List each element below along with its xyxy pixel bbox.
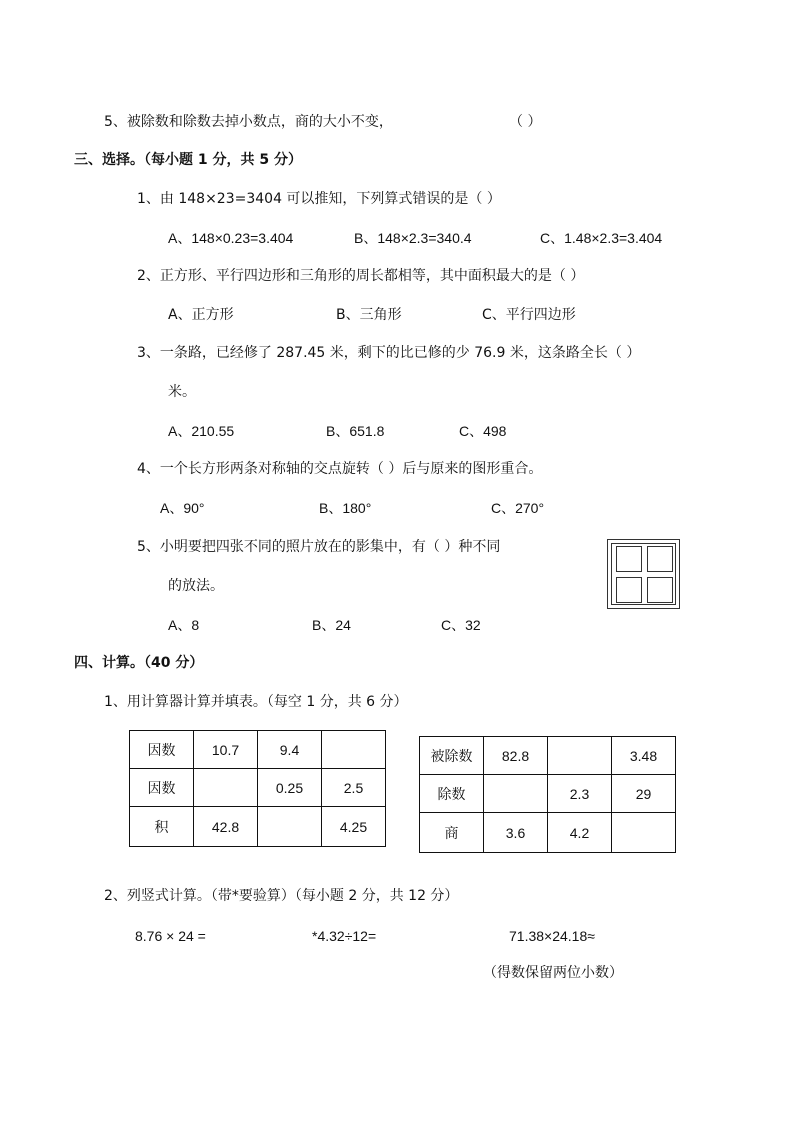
q5-option-c: C、32	[441, 617, 481, 633]
q1-text: 1、由 148×23=3404 可以推知，下列算式错误的是（ ）	[137, 191, 501, 207]
q3-option-b: B、651.8	[326, 423, 385, 439]
q5-option-b: B、24	[312, 617, 351, 633]
q1-option-c: C、1.48×2.3=3.404	[540, 230, 663, 246]
rounding-note: （得数保留两位小数）	[483, 965, 623, 981]
table-cell: 4.2	[548, 813, 612, 853]
section2-item5-bracket: （ ）	[509, 114, 542, 130]
photo-album-figure	[607, 539, 680, 609]
multiplication-table	[129, 730, 386, 847]
q3-option-a: A、210.55	[168, 423, 235, 439]
table-cell: 2.3	[548, 775, 612, 813]
photo-slot	[616, 546, 642, 572]
photo-slot	[647, 546, 673, 572]
table-cell: 0.25	[258, 769, 322, 807]
calc-q2-title: 2、列竖式计算。（带*要验算）（每小题 2 分，共 12 分）	[104, 888, 459, 904]
photo-slot	[647, 577, 673, 603]
table-cell: 3.6	[484, 813, 548, 853]
q3-text-cont: 米。	[168, 384, 196, 400]
section4-heading: 四、计算。（40 分）	[74, 655, 204, 671]
table-cell: 29	[612, 775, 676, 813]
q4-option-c: C、270°	[491, 500, 545, 516]
q2-option-b: B、三角形	[336, 307, 402, 323]
photo-slot	[616, 577, 642, 603]
table-cell: 被除数	[420, 737, 484, 775]
vertical-calc-expr-1: 8.76 × 24 =	[135, 928, 206, 944]
division-table	[419, 736, 676, 853]
table-cell	[322, 731, 386, 769]
calc-q1-title: 1、用计算器计算并填表。（每空 1 分，共 6 分）	[104, 694, 408, 710]
table-cell: 商	[420, 813, 484, 853]
q4-option-b: B、180°	[319, 500, 372, 516]
section2-item5-text: 5、被除数和除数去掉小数点，商的大小不变，	[104, 114, 393, 130]
table-cell: 82.8	[484, 737, 548, 775]
table-cell	[612, 813, 676, 853]
q2-text: 2、正方形、平行四边形和三角形的周长都相等，其中面积最大的是（ ）	[137, 268, 585, 284]
table-cell: 3.48	[612, 737, 676, 775]
q3-text: 3、一条路，已经修了 287.45 米，剩下的比已修的少 76.9 米，这条路全长（ ）	[137, 345, 641, 361]
table-cell	[548, 737, 612, 775]
q4-option-a: A、90°	[160, 500, 205, 516]
table-cell: 因数	[130, 769, 194, 807]
table-cell	[258, 807, 322, 847]
table-cell: 4.25	[322, 807, 386, 847]
vertical-calc-expr-3: 71.38×24.18≈	[509, 928, 595, 944]
q2-option-a: A、正方形	[168, 307, 234, 323]
table-cell	[194, 769, 258, 807]
table-cell: 42.8	[194, 807, 258, 847]
q1-option-b: B、148×2.3=340.4	[354, 230, 472, 246]
q2-option-c: C、平行四边形	[482, 307, 576, 323]
table-cell: 积	[130, 807, 194, 847]
table-cell: 除数	[420, 775, 484, 813]
q5-text-cont: 的放法。	[168, 578, 224, 594]
q5-option-a: A、8	[168, 617, 200, 633]
table-cell: 10.7	[194, 731, 258, 769]
vertical-calc-expr-2: *4.32÷12=	[312, 928, 377, 944]
q3-option-c: C、498	[459, 423, 507, 439]
table-cell: 9.4	[258, 731, 322, 769]
table-cell: 因数	[130, 731, 194, 769]
q5-text: 5、小明要把四张不同的照片放在的影集中，有（ ）种不同	[137, 539, 501, 555]
q4-text: 4、一个长方形两条对称轴的交点旋转（ ）后与原来的图形重合。	[137, 461, 543, 477]
table-cell	[484, 775, 548, 813]
table-cell: 2.5	[322, 769, 386, 807]
q1-option-a: A、148×0.23=3.404	[168, 230, 294, 246]
section3-heading: 三、选择。（每小题 1 分，共 5 分）	[74, 152, 302, 168]
